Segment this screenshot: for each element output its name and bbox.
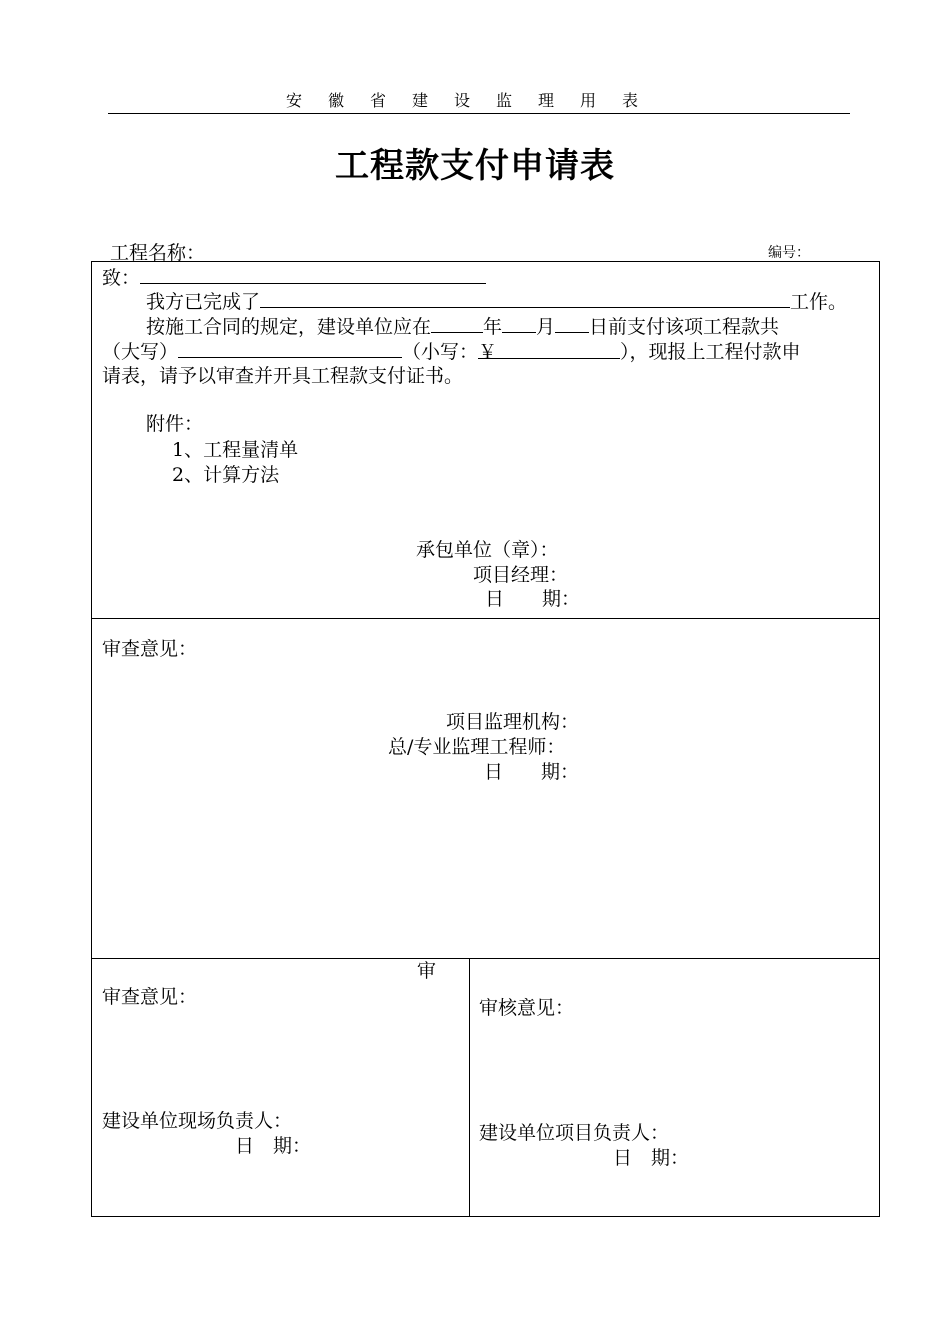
yen-icon: ￥	[478, 341, 498, 363]
amount-figures-label: （小写：	[402, 341, 479, 363]
attachment-item: 2、计算方法	[172, 464, 280, 486]
amount-words-blank[interactable]	[178, 339, 402, 358]
serial-number-label: 编号：	[768, 245, 810, 261]
completed-work-blank[interactable]	[260, 289, 790, 308]
amount-row-suffix: ），现报上工程付款申	[620, 341, 801, 363]
supervision-engineer-label: 总/专业监理工程师：	[388, 736, 566, 758]
page-title: 工程款支付申请表	[335, 146, 615, 186]
header-band: 安徽省建设监理用表	[285, 91, 664, 110]
completed-work-prefix: 我方已完成了	[146, 291, 261, 313]
supervision-opinion-label: 审查意见：	[102, 638, 198, 660]
amount-row	[102, 339, 801, 365]
contractor-seal-label: 承包单位（章）：	[416, 539, 559, 561]
attachments-label: 附件：	[146, 413, 204, 435]
recipient-blank[interactable]	[140, 265, 486, 284]
month-label: 月	[536, 316, 556, 338]
section-owner-review	[91, 958, 880, 1217]
column-divider	[469, 959, 470, 1216]
supervision-date-label: 日 期：	[484, 761, 580, 783]
to-label: 致：	[102, 267, 141, 289]
section-supervision-review	[91, 618, 880, 959]
section-application	[91, 261, 880, 619]
project-manager-label: 项目经理：	[473, 564, 569, 586]
payment-clause-text-2: 日前支付该项工程款共	[589, 316, 780, 338]
contractor-date-label: 日 期：	[485, 588, 581, 610]
project-name-label: 工程名称：	[110, 242, 206, 264]
year-label: 年	[483, 316, 503, 338]
site-person-label: 建设单位现场负责人：	[102, 1110, 293, 1132]
day-blank[interactable]	[555, 314, 589, 333]
header-rule	[108, 113, 850, 114]
audit-opinion-label: 审核意见：	[479, 997, 575, 1019]
amount-words-label: （大写）	[102, 341, 179, 363]
project-date-label: 日 期：	[613, 1147, 690, 1169]
supervision-org-label: 项目监理机构：	[446, 711, 580, 733]
month-blank[interactable]	[502, 314, 536, 333]
completed-work-suffix: 工作。	[790, 291, 848, 313]
attachment-item: 1、工程量清单	[172, 439, 299, 461]
payment-date-row	[146, 314, 779, 340]
to-row	[102, 265, 486, 291]
completed-work-row	[146, 289, 847, 315]
project-person-label: 建设单位项目负责人：	[479, 1122, 670, 1144]
amount-figures-blank[interactable]	[478, 340, 620, 363]
request-text: 请表，请予以审查并开具工程款支付证书。	[102, 365, 464, 387]
site-date-label: 日 期：	[235, 1135, 312, 1157]
site-opinion-label: 审查意见：	[102, 986, 198, 1008]
stray-character: 审	[417, 960, 437, 982]
year-blank[interactable]	[431, 314, 483, 333]
payment-clause-text: 按施工合同的规定，建设单位应在	[146, 316, 432, 338]
